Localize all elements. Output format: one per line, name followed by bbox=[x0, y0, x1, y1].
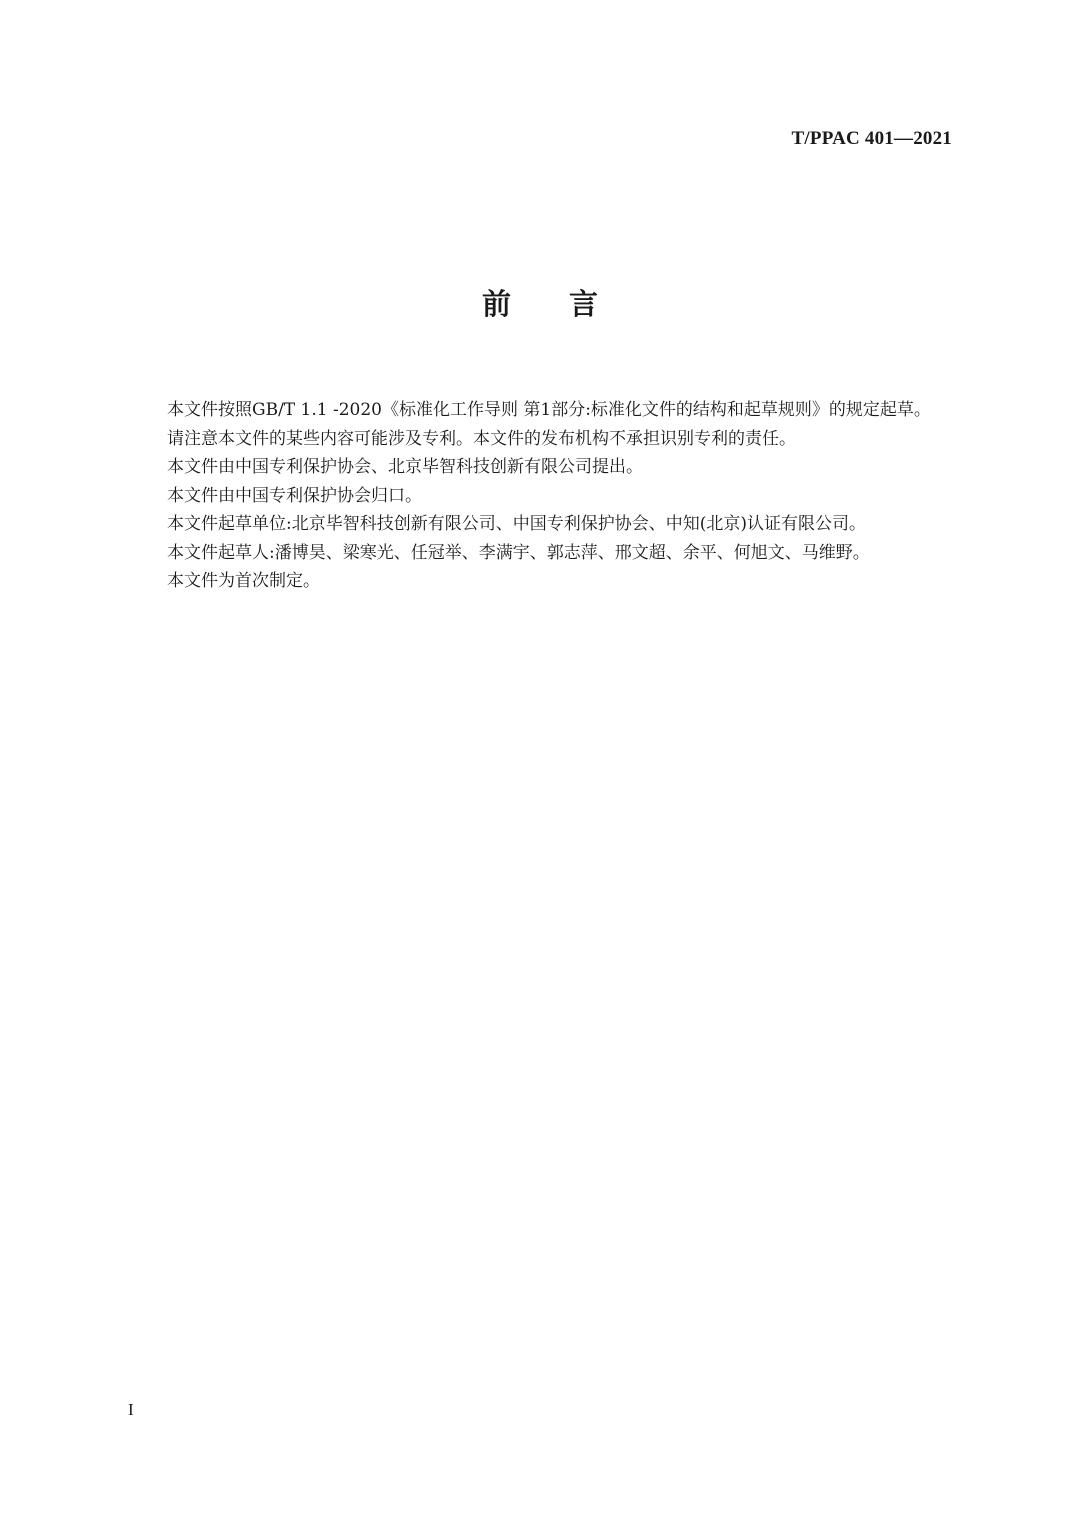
standard-code: T/PPAC 401—2021 bbox=[791, 128, 952, 149]
paragraph-patent-notice: 请注意本文件的某些内容可能涉及专利。本文件的发布机构不承担识别专利的责任。 bbox=[167, 428, 796, 449]
paragraph-centralized-by: 本文件由中国专利保护协会归口。 bbox=[167, 485, 422, 506]
paragraph-first-edition: 本文件为首次制定。 bbox=[167, 571, 320, 591]
paragraph-drafting-rules: 本文件按照GB/T 1.1 -2020《标准化工作导则 第1部分:标准化文件的结构和起草规则》的规定起草。 bbox=[167, 400, 931, 420]
page-number: I bbox=[128, 1400, 134, 1419]
paragraph-proposed-by: 本文件由中国专利保护协会、北京毕智科技创新有限公司提出。 bbox=[167, 457, 643, 477]
page-title: 前言 bbox=[481, 287, 656, 321]
paragraph-drafting-units: 本文件起草单位:北京毕智科技创新有限公司、中国专利保护协会、中知(北京)认证有限公司。 bbox=[167, 514, 866, 534]
paragraph-drafters: 本文件起草人:潘博昊、梁寒光、任冠举、李满宇、郭志萍、邢文超、余平、何旭文、马维野。 bbox=[167, 542, 870, 563]
foreword-body bbox=[129, 396, 953, 596]
